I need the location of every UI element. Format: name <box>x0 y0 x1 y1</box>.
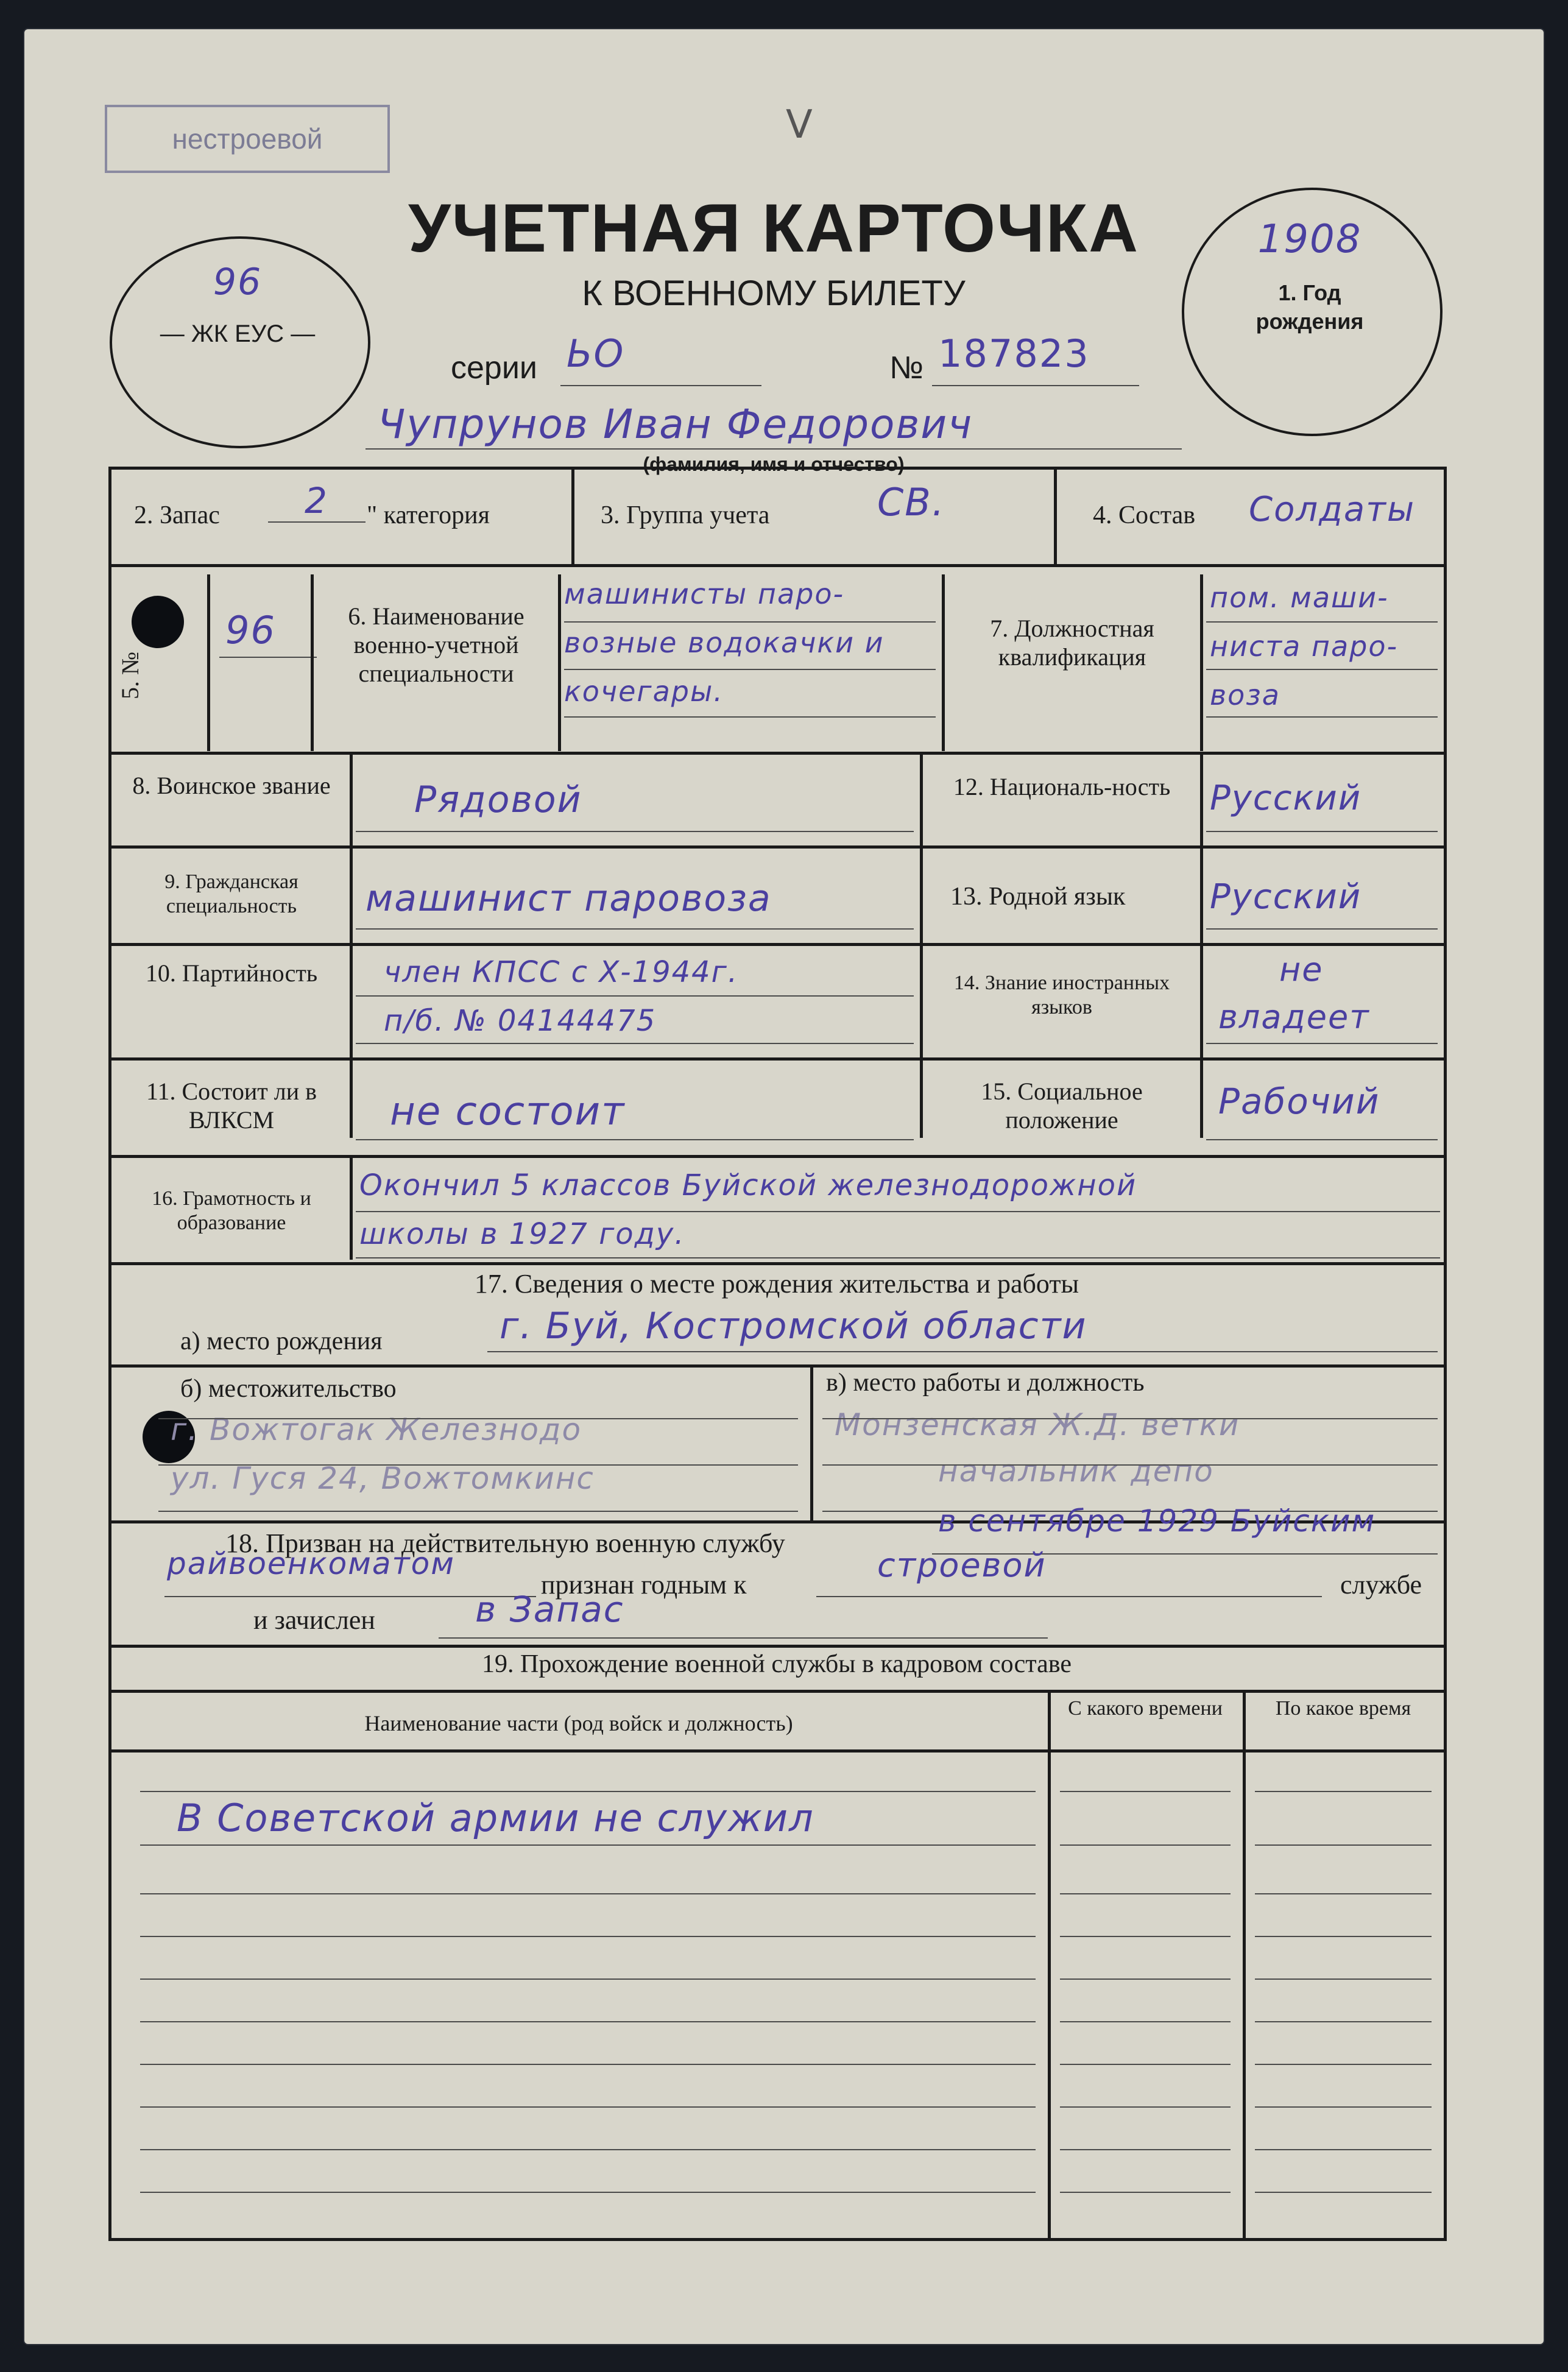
section19-col2: С какого времени <box>1068 1697 1223 1720</box>
row5-label: 5. № <box>116 651 144 699</box>
foreign-lang-value-1: не <box>1279 950 1324 989</box>
section18-line2-label: признан годным к <box>541 1570 747 1600</box>
sostav-value: Солдаты <box>1249 490 1416 529</box>
zapas-value: 2 <box>305 480 328 521</box>
vus-value-3: кочегары. <box>564 675 724 708</box>
qual-value-1: пом. маши- <box>1210 581 1389 614</box>
zapas-suffix: " категория <box>367 501 490 529</box>
group-value: СВ. <box>877 480 945 524</box>
section19-title: 19. Прохождение военной службы в кадровом составе <box>482 1650 1072 1678</box>
residence-value-2: ул. Гуся 24, Вожтомкинс <box>171 1461 595 1496</box>
birth-year-label: 1. Год рождения <box>1255 280 1364 334</box>
education-value-2: школы в 1927 году. <box>359 1217 685 1251</box>
section18-line2-value2: строевой <box>877 1546 1047 1584</box>
civil-spec-value: машинист паровоза <box>366 877 772 920</box>
row5-number: 96 <box>225 608 276 652</box>
residence-label: б) местожительство <box>180 1375 397 1403</box>
foreign-lang-label: 14. Знание иностранных языков <box>953 972 1170 1019</box>
rank-value: Рядовой <box>414 778 582 821</box>
number-label: № <box>889 350 923 386</box>
vus-value-2: возные водокачки и <box>564 626 885 659</box>
work-value-2: начальник депо <box>938 1453 1214 1489</box>
section18-line3-label: и зачислен <box>253 1605 375 1635</box>
social-value: Рабочий <box>1218 1081 1380 1122</box>
military-record-card <box>24 29 1544 2344</box>
group-label: 3. Группа учета <box>601 501 770 529</box>
native-lang-value: Русский <box>1210 877 1362 917</box>
birth-year-value: 1908 <box>1257 217 1362 262</box>
party-label: 10. Партийность <box>145 959 318 987</box>
vlksm-label: 11. Состоит ли в ВЛКСМ <box>146 1078 317 1134</box>
birthplace-value: г. Буй, Костромской области <box>500 1305 1087 1347</box>
left-circle-code: — ЖК ЕУС — <box>160 320 316 347</box>
civil-spec-label: 9. Гражданская специальность <box>164 870 298 918</box>
page-subtitle: К ВОЕННОМУ БИЛЕТУ <box>582 274 966 313</box>
series-value: ЬО <box>567 331 625 376</box>
work-label: в) место работы и должность <box>826 1369 1145 1397</box>
section18-line1-value: в сентябре 1929 Буйским <box>938 1503 1376 1539</box>
number-value: 187823 <box>938 331 1090 376</box>
sostav-label: 4. Состав <box>1093 501 1196 529</box>
nationality-value: Русский <box>1210 778 1362 818</box>
residence-value-1: г. Вожтогак Железнодо <box>171 1412 582 1447</box>
series-label: серии <box>451 350 537 386</box>
vus-label: 6. Наименование военно-учетной специальности <box>348 602 524 688</box>
qual-value-2: ниста паро- <box>1210 630 1399 663</box>
section17-title: 17. Сведения о месте рождения жительства и работы <box>474 1269 1079 1299</box>
section19-col1: Наименование части (род войск и должность) <box>364 1711 793 1735</box>
native-lang-label: 13. Родной язык <box>950 883 1126 911</box>
education-label: 16. Грамотность и образование <box>152 1187 311 1235</box>
vlksm-value: не состоит <box>390 1089 626 1134</box>
section18-line2-suffix: службе <box>1340 1570 1422 1600</box>
rank-label: 8. Воинское звание <box>132 772 331 799</box>
work-value-1: Монзенская Ж.Д. ветки <box>835 1407 1240 1442</box>
qual-value-3: воза <box>1210 679 1280 711</box>
birthplace-label: а) место рождения <box>180 1327 383 1355</box>
checkmark: V <box>786 102 814 147</box>
education-value-1: Окончил 5 классов Буйской железнодорожной <box>359 1168 1137 1202</box>
section18-line1-label: 18. Призван на действительную военную службу <box>225 1528 785 1558</box>
social-label: 15. Социальное положение <box>981 1078 1143 1134</box>
hole-punch-top <box>132 596 184 648</box>
left-circle-number: 96 <box>213 261 263 303</box>
vus-value-1: машинисты паро- <box>564 577 845 610</box>
section18-line2-value: райвоенкоматом <box>167 1546 455 1581</box>
page-title: УЧЕТНАЯ КАРТОЧКА <box>408 190 1139 266</box>
stamp-non-combatant: нестроевой <box>105 105 390 173</box>
foreign-lang-value-2: владеет <box>1218 998 1370 1036</box>
party-value-1: член КПСС с Х-1944г. <box>384 955 739 989</box>
section19-entry: В Советской армии не служил <box>177 1796 814 1840</box>
party-value-2: п/б. № 04144475 <box>384 1004 657 1038</box>
full-name: Чупрунов Иван Федорович <box>378 401 973 448</box>
section18-line3-value: в Запас <box>475 1589 624 1630</box>
nationality-label: 12. Националь-ность <box>953 773 1171 800</box>
zapas-label: 2. Запас <box>134 501 220 529</box>
qual-label: 7. Должностная квалификация <box>990 615 1154 671</box>
full-name-caption: (фамилия, имя и отчество) <box>643 453 905 475</box>
section19-col3: По какое время <box>1275 1697 1411 1720</box>
